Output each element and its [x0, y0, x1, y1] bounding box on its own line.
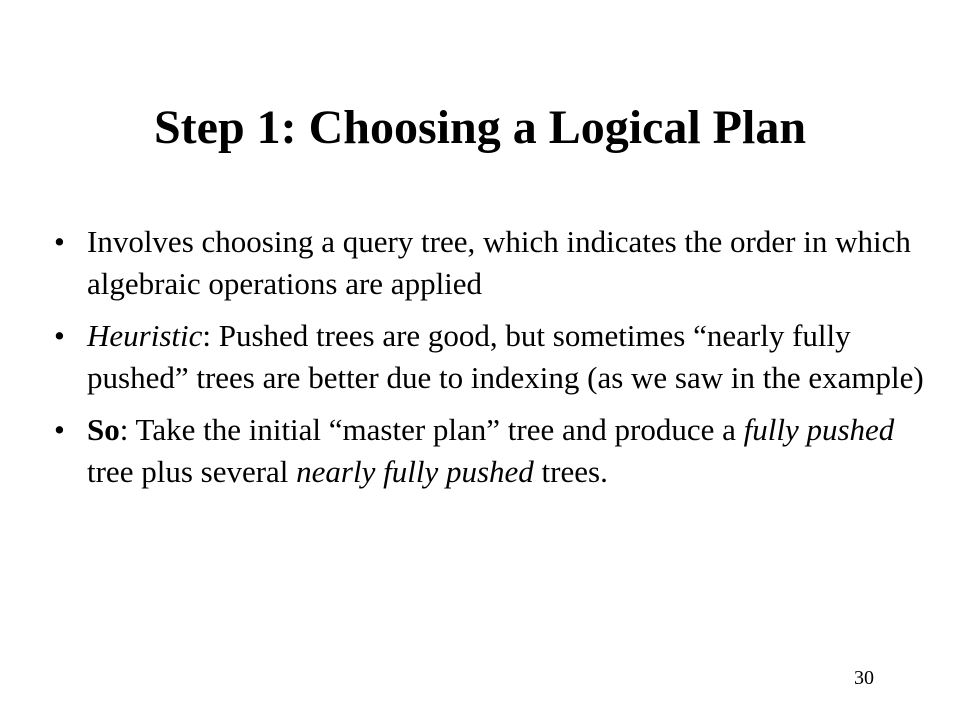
slide-title: Step 1: Choosing a Logical Plan: [153, 101, 807, 154]
bullet-text: : Pushed trees are good, but sometimes “nearly fully pushed” trees are better due to indexing (as we saw in the example): [87, 318, 924, 395]
bullet-text: Involves choosing a query tree, which indicates the order in which algebraic operations are applied: [87, 224, 911, 301]
nearly-fully-pushed-term: nearly fully pushed: [296, 454, 534, 489]
bullet-text: : Take the initial “master plan” tree and produce a: [119, 412, 744, 447]
bullet-icon: •: [54, 224, 65, 259]
so-term: So: [87, 412, 120, 447]
page-number: 30: [854, 667, 874, 689]
bullet-icon: •: [54, 412, 65, 447]
fully-pushed-term: fully pushed: [743, 412, 895, 447]
bullet-text: trees.: [533, 454, 608, 489]
bullet-item: [54, 409, 934, 493]
heuristic-term: Heuristic: [87, 318, 203, 353]
bullet-list: [54, 221, 934, 503]
bullet-item: [54, 221, 934, 305]
bullet-text: tree plus several: [87, 454, 297, 489]
bullet-item: [54, 315, 934, 399]
bullet-icon: •: [54, 318, 65, 353]
